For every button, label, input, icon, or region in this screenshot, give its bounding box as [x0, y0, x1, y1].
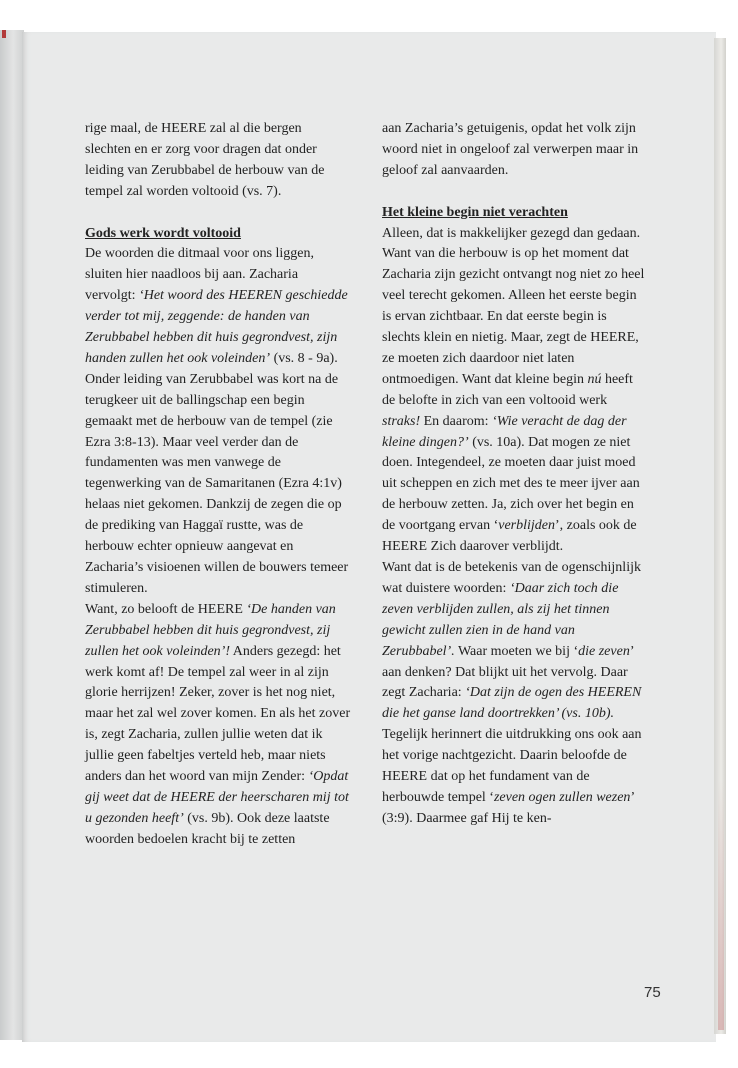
quote-run: ‘Wie veracht de dag der kleine dingen?’	[382, 413, 627, 450]
text-run: Tegelijk herinnert die uitdrukking ons ook aan het vorige nachtgezicht. Daarin beloofde de HEERE dat op het fundament van de herbouwde tempel ‘	[382, 727, 642, 805]
left-column	[85, 119, 351, 851]
paragraph-gap	[85, 203, 351, 224]
emphasis-run: nú	[587, 371, 602, 387]
text-run: (vs. 9b). Ook deze laatste woorden bedoelen kracht bij te zetten	[85, 810, 330, 847]
right-intro-paragraph: aan Zacharia’s getuigenis, opdat het volk zijn woord niet in ongeloof zal verwerpen maar in geloof zal aanvaarden.	[382, 121, 639, 178]
right-column	[382, 119, 648, 830]
text-run: Want, zo belooft de HEERE	[85, 601, 247, 617]
quote-run: ‘Dat zijn de ogen des HEEREN die het ganse land doortrekken’ (vs. 10b).	[382, 685, 642, 722]
quote-run: ‘Daar zich toch die zeven verblijden zullen, als zij het tinnen gewicht zullen zien in de hand van Zerubbabel’.	[382, 580, 619, 659]
text-run: Anders gezegd: het werk komt af! De tempel zal weer in al zijn glorie herrijzen! Zeker, zover is het nog niet, maar het zal wel zover komen. En als het zover is, zegt Zacharia, zullen jullie weten dat ik jullie geen fabeltjes verteld heb, maar niets anders dan het woord van mijn Zender:	[85, 643, 351, 785]
text-run: heeft de belofte in zich van een voltooid werk	[382, 371, 633, 408]
text-run: (vs. 8 - 9a). Onder leiding van Zerubbabel was kort na de terugkeer uit de ballingschap een begin gemaakt met de herbouw van de tempel (zie Ezra 3:8-13). Maar veel verder dan de fundamenten was men vanwege de tegenwerking van de Samaritanen (Ezra 4:1v) helaas niet gekomen. Dankzij de zegen die op de prediking van Haggaï rustte, was de herbouw echter opnieuw aangevat en Zacharia’s visioenen willen de bouwers temeer stimuleren.	[85, 350, 349, 596]
text-run: ’, zoals ook de HEERE Zich daarover verblijdt.	[382, 518, 637, 555]
quote-run: ‘De handen van Zerubbabel hebben dit huis gegrondvest, zij zullen het ook voleinden’!	[85, 601, 336, 659]
section-heading-kleine-begin: Het kleine begin niet verachten	[382, 204, 568, 220]
section-heading-gods-werk: Gods werk wordt voltooid	[85, 225, 241, 241]
right-paragraph-2	[382, 558, 648, 830]
quote-run: verblijden	[498, 518, 555, 534]
quote-run: die zeven	[578, 643, 630, 659]
left-paragraph-1	[85, 244, 351, 599]
page-edge-tint	[718, 780, 724, 1030]
spine-ribbon	[2, 30, 6, 38]
text-run: ’ (3:9). Daarmee gaf Hij te ken-	[382, 789, 635, 826]
page-number: 75	[644, 984, 661, 1001]
text-run: Alleen, dat is makkelijker gezegd dan gedaan. Want van die herbouw is op het moment dat Zacharia zijn gezicht ontvangt nog niet zo heel veel terecht gekomen. Alleen het eerste begin is ervan zichtbaar. En dat eerste begin is slechts klein en nietig. Maar, zegt de HEERE, ze moeten zich daardoor niet laten ontmoedigen. Want dat kleine begin	[382, 225, 645, 387]
emphasis-run: straks!	[382, 413, 421, 429]
quote-run: zeven ogen zullen wezen	[493, 789, 631, 805]
book-spine	[0, 30, 24, 1040]
right-paragraph-1	[382, 224, 648, 559]
left-paragraph-2	[85, 600, 351, 851]
text-run: De woorden die ditmaal voor ons liggen, sluiten hier naadloos bij aan. Zacharia vervolgt:	[85, 246, 315, 304]
text-run: ’ aan denken? Dat blijkt uit het vervolg. Daar zegt Zacharia:	[382, 643, 634, 701]
paragraph-gap	[382, 182, 648, 203]
text-run: Want dat is de betekenis van de ogenschijnlijk wat duistere woorden:	[382, 560, 641, 596]
text-run: (vs. 10a). Dat mogen ze niet doen. Integendeel, ze moeten daar juist moed uit scheppen en zich met des te meer ijver aan de herbouw zetten. Ja, zich over het begin en de voortgang ervan ‘	[382, 434, 640, 534]
quote-run: ‘Opdat gij weet dat de HEERE der heerscharen mij tot u gezonden heeft’	[85, 769, 349, 826]
text-run: En daarom:	[420, 413, 493, 429]
quote-run: ‘Het woord des HEEREN geschiedde verder tot mij, zeggende: de handen van Zerubbabel hebben dit huis gegrondvest, zijn handen zullen het ook voleinden’	[85, 288, 348, 366]
left-intro-paragraph: rige maal, de HEERE zal al die bergen slechten en er zorg voor dragen dat onder leiding van Zerubbabel de herbouw van de tempel zal worden voltooid (vs. 7).	[85, 121, 325, 199]
text-run: Waar moeten we bij ‘	[454, 643, 579, 659]
